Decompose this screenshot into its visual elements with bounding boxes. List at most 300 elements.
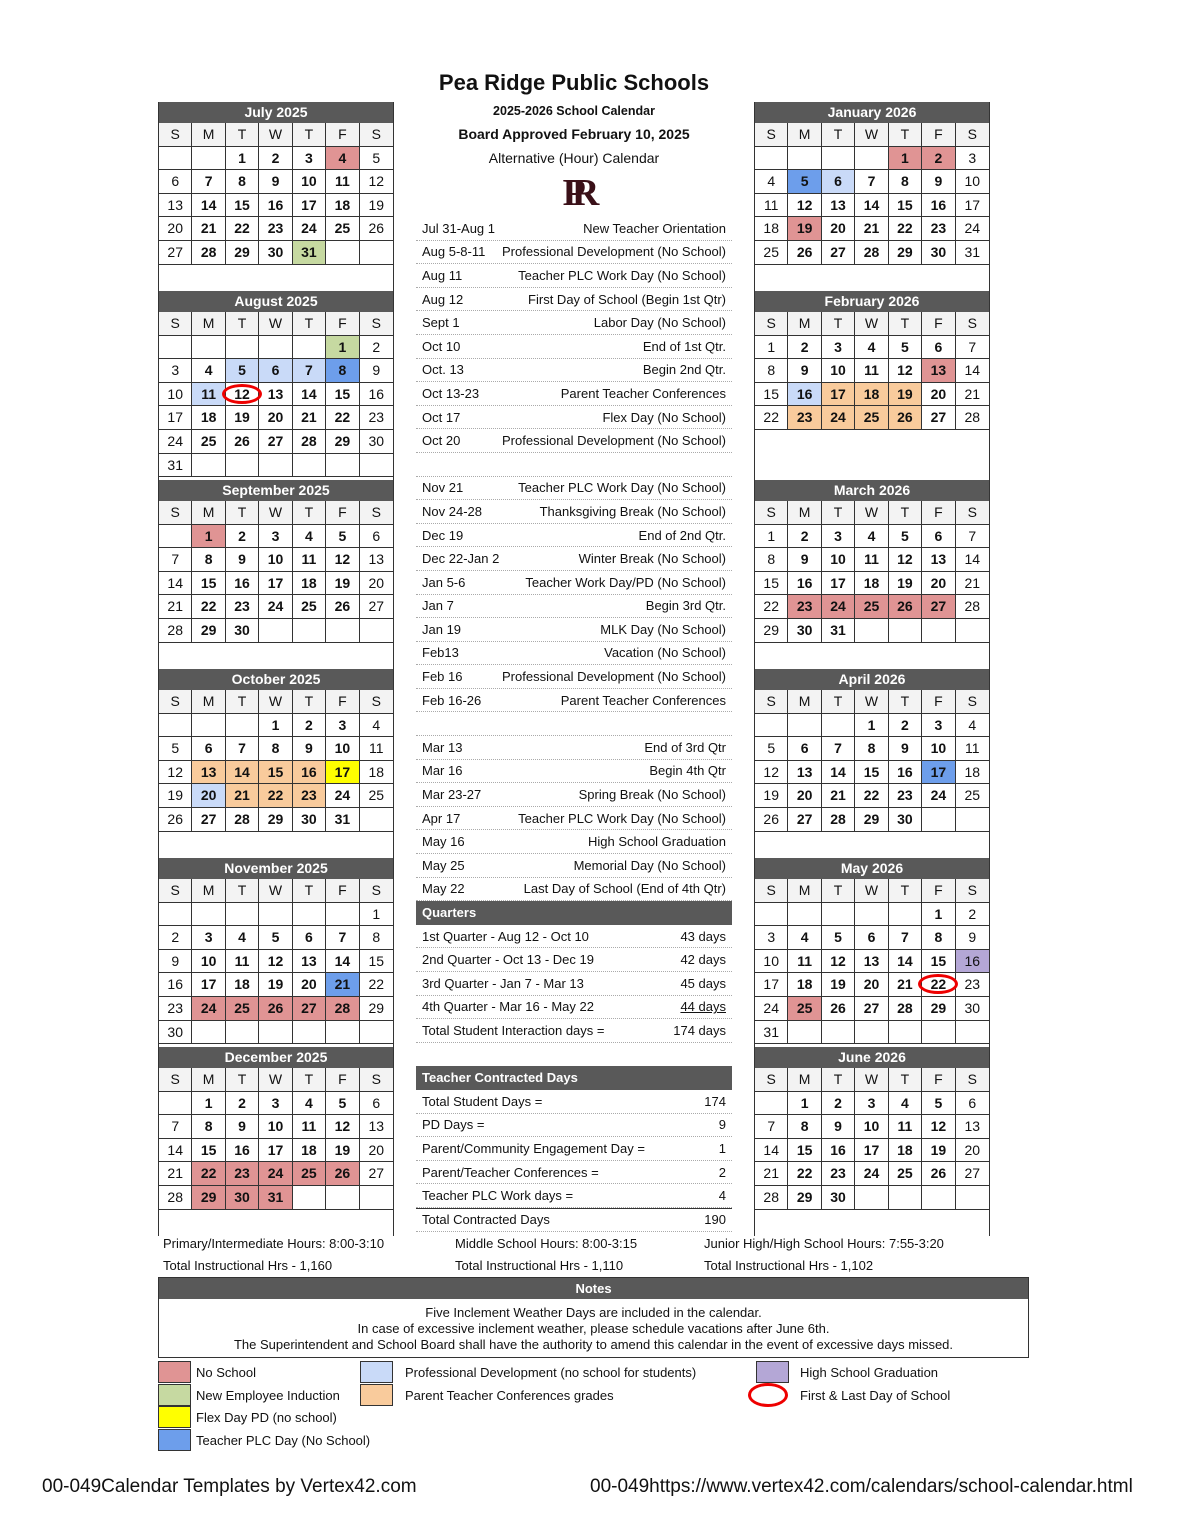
day-cell[interactable]: 15 (192, 1139, 225, 1163)
day-cell[interactable]: 30 (822, 1186, 855, 1210)
day-cell[interactable]: 25 (788, 997, 821, 1021)
day-cell[interactable]: 2 (226, 525, 259, 549)
day-cell[interactable]: 23 (226, 595, 259, 619)
day-cell[interactable]: 17 (192, 973, 225, 997)
day-cell[interactable]: 4 (855, 336, 888, 360)
day-cell[interactable]: 14 (889, 950, 922, 974)
day-cell[interactable]: 21 (159, 1162, 192, 1186)
day-cell[interactable]: 8 (326, 359, 359, 383)
day-cell[interactable]: 14 (159, 1139, 192, 1163)
day-cell[interactable]: 12 (360, 170, 393, 194)
day-cell[interactable]: 22 (922, 973, 955, 997)
day-cell[interactable]: 5 (755, 737, 788, 761)
day-cell[interactable]: 13 (855, 950, 888, 974)
day-cell[interactable]: 9 (226, 1115, 259, 1139)
day-cell[interactable]: 15 (226, 194, 259, 218)
footer-right[interactable]: 00-049https://www.vertex42.com/calendars/school-calendar.html (590, 1476, 1133, 1497)
day-cell[interactable]: 28 (159, 1186, 192, 1210)
day-cell[interactable]: 18 (293, 1139, 326, 1163)
day-cell[interactable]: 21 (755, 1162, 788, 1186)
day-cell[interactable]: 2 (259, 147, 292, 171)
day-cell[interactable]: 3 (293, 147, 326, 171)
day-cell[interactable]: 14 (956, 359, 989, 383)
day-cell[interactable]: 1 (259, 714, 292, 738)
day-cell[interactable]: 26 (326, 595, 359, 619)
day-cell[interactable]: 14 (226, 761, 259, 785)
day-cell[interactable]: 26 (755, 808, 788, 832)
day-cell[interactable]: 10 (822, 548, 855, 572)
day-cell[interactable]: 13 (259, 383, 292, 407)
day-cell[interactable]: 29 (192, 1186, 225, 1210)
day-cell[interactable]: 19 (889, 572, 922, 596)
day-cell[interactable]: 15 (755, 383, 788, 407)
day-cell[interactable]: 11 (788, 950, 821, 974)
day-cell[interactable]: 19 (259, 973, 292, 997)
day-cell[interactable]: 16 (259, 194, 292, 218)
day-cell[interactable]: 8 (889, 170, 922, 194)
day-cell[interactable]: 6 (293, 926, 326, 950)
day-cell[interactable]: 23 (159, 997, 192, 1021)
day-cell[interactable]: 25 (360, 784, 393, 808)
day-cell[interactable]: 16 (922, 194, 955, 218)
day-cell[interactable]: 17 (822, 383, 855, 407)
day-cell[interactable]: 23 (259, 217, 292, 241)
day-cell[interactable]: 11 (889, 1115, 922, 1139)
day-cell[interactable]: 16 (788, 383, 821, 407)
day-cell[interactable]: 3 (159, 359, 192, 383)
day-cell[interactable]: 3 (326, 714, 359, 738)
day-cell[interactable]: 19 (822, 973, 855, 997)
day-cell[interactable]: 18 (889, 1139, 922, 1163)
day-cell[interactable]: 20 (293, 973, 326, 997)
day-cell[interactable]: 4 (360, 714, 393, 738)
day-cell[interactable]: 9 (293, 737, 326, 761)
day-cell[interactable]: 29 (226, 241, 259, 265)
day-cell[interactable]: 6 (922, 336, 955, 360)
day-cell[interactable]: 15 (788, 1139, 821, 1163)
day-cell[interactable]: 15 (192, 572, 225, 596)
day-cell[interactable]: 17 (259, 572, 292, 596)
day-cell[interactable]: 26 (226, 430, 259, 454)
day-cell[interactable]: 5 (922, 1092, 955, 1116)
day-cell[interactable]: 13 (360, 548, 393, 572)
day-cell[interactable]: 13 (922, 359, 955, 383)
day-cell[interactable]: 2 (159, 926, 192, 950)
day-cell[interactable]: 29 (855, 808, 888, 832)
day-cell[interactable]: 24 (922, 784, 955, 808)
day-cell[interactable]: 23 (956, 973, 989, 997)
day-cell[interactable]: 16 (788, 572, 821, 596)
day-cell[interactable]: 4 (226, 926, 259, 950)
day-cell[interactable]: 13 (159, 194, 192, 218)
day-cell[interactable]: 6 (922, 525, 955, 549)
day-cell[interactable]: 2 (889, 714, 922, 738)
day-cell[interactable]: 1 (192, 1092, 225, 1116)
day-cell[interactable]: 5 (326, 525, 359, 549)
day-cell[interactable]: 25 (755, 241, 788, 265)
day-cell[interactable]: 26 (889, 406, 922, 430)
day-cell[interactable]: 23 (889, 784, 922, 808)
day-cell[interactable]: 31 (293, 241, 326, 265)
day-cell[interactable]: 14 (822, 761, 855, 785)
day-cell[interactable]: 29 (192, 619, 225, 643)
day-cell[interactable]: 6 (360, 1092, 393, 1116)
day-cell[interactable]: 28 (755, 1186, 788, 1210)
day-cell[interactable]: 23 (822, 1162, 855, 1186)
day-cell[interactable]: 25 (855, 595, 888, 619)
day-cell[interactable]: 2 (788, 336, 821, 360)
day-cell[interactable]: 31 (956, 241, 989, 265)
day-cell[interactable]: 14 (956, 548, 989, 572)
day-cell[interactable]: 21 (956, 572, 989, 596)
day-cell[interactable]: 10 (293, 170, 326, 194)
day-cell[interactable]: 7 (326, 926, 359, 950)
day-cell[interactable]: 15 (855, 761, 888, 785)
day-cell[interactable]: 11 (326, 170, 359, 194)
day-cell[interactable]: 5 (788, 170, 821, 194)
day-cell[interactable]: 5 (259, 926, 292, 950)
day-cell[interactable]: 24 (855, 1162, 888, 1186)
day-cell[interactable]: 30 (360, 430, 393, 454)
day-cell[interactable]: 26 (922, 1162, 955, 1186)
day-cell[interactable]: 17 (293, 194, 326, 218)
day-cell[interactable]: 13 (922, 548, 955, 572)
day-cell[interactable]: 26 (159, 808, 192, 832)
day-cell[interactable]: 27 (922, 406, 955, 430)
day-cell[interactable]: 3 (855, 1092, 888, 1116)
day-cell[interactable]: 18 (192, 406, 225, 430)
day-cell[interactable]: 4 (788, 926, 821, 950)
day-cell[interactable]: 30 (293, 808, 326, 832)
day-cell[interactable]: 7 (293, 359, 326, 383)
day-cell[interactable]: 20 (259, 406, 292, 430)
day-cell[interactable]: 6 (259, 359, 292, 383)
day-cell[interactable]: 30 (788, 619, 821, 643)
day-cell[interactable]: 31 (755, 1021, 788, 1045)
day-cell[interactable]: 28 (889, 997, 922, 1021)
day-cell[interactable]: 8 (192, 1115, 225, 1139)
day-cell[interactable]: 10 (822, 359, 855, 383)
day-cell[interactable]: 11 (855, 548, 888, 572)
day-cell[interactable]: 5 (889, 525, 922, 549)
day-cell[interactable]: 1 (889, 147, 922, 171)
day-cell[interactable]: 4 (293, 1092, 326, 1116)
day-cell[interactable]: 4 (293, 525, 326, 549)
day-cell[interactable]: 15 (755, 572, 788, 596)
day-cell[interactable]: 12 (755, 761, 788, 785)
day-cell[interactable]: 13 (360, 1115, 393, 1139)
day-cell[interactable]: 25 (326, 217, 359, 241)
day-cell[interactable]: 16 (360, 383, 393, 407)
day-cell[interactable]: 2 (360, 336, 393, 360)
day-cell[interactable]: 9 (788, 359, 821, 383)
day-cell[interactable]: 1 (855, 714, 888, 738)
day-cell[interactable]: 9 (956, 926, 989, 950)
day-cell[interactable]: 27 (360, 1162, 393, 1186)
day-cell[interactable]: 8 (226, 170, 259, 194)
day-cell[interactable]: 31 (259, 1186, 292, 1210)
day-cell[interactable]: 3 (922, 714, 955, 738)
day-cell[interactable]: 10 (855, 1115, 888, 1139)
day-cell[interactable]: 17 (159, 406, 192, 430)
day-cell[interactable]: 8 (755, 359, 788, 383)
day-cell[interactable]: 29 (326, 430, 359, 454)
day-cell[interactable]: 10 (259, 548, 292, 572)
day-cell[interactable]: 3 (822, 336, 855, 360)
day-cell[interactable]: 14 (159, 572, 192, 596)
day-cell[interactable]: 4 (755, 170, 788, 194)
day-cell[interactable]: 24 (822, 406, 855, 430)
day-cell[interactable]: 12 (788, 194, 821, 218)
day-cell[interactable]: 19 (755, 784, 788, 808)
day-cell[interactable]: 18 (788, 973, 821, 997)
day-cell[interactable]: 19 (326, 572, 359, 596)
day-cell[interactable]: 8 (922, 926, 955, 950)
day-cell[interactable]: 23 (788, 595, 821, 619)
day-cell[interactable]: 24 (259, 1162, 292, 1186)
day-cell[interactable]: 7 (889, 926, 922, 950)
day-cell[interactable]: 11 (192, 383, 225, 407)
day-cell[interactable]: 5 (226, 359, 259, 383)
day-cell[interactable]: 30 (956, 997, 989, 1021)
day-cell[interactable]: 11 (293, 1115, 326, 1139)
day-cell[interactable]: 4 (326, 147, 359, 171)
day-cell[interactable]: 10 (159, 383, 192, 407)
day-cell[interactable]: 26 (889, 595, 922, 619)
day-cell[interactable]: 30 (922, 241, 955, 265)
day-cell[interactable]: 29 (360, 997, 393, 1021)
day-cell[interactable]: 30 (226, 1186, 259, 1210)
day-cell[interactable]: 26 (822, 997, 855, 1021)
day-cell[interactable]: 2 (788, 525, 821, 549)
day-cell[interactable]: 19 (922, 1139, 955, 1163)
day-cell[interactable]: 22 (755, 595, 788, 619)
day-cell[interactable]: 10 (259, 1115, 292, 1139)
day-cell[interactable]: 28 (159, 619, 192, 643)
day-cell[interactable]: 6 (788, 737, 821, 761)
day-cell[interactable]: 24 (822, 595, 855, 619)
day-cell[interactable]: 1 (922, 903, 955, 927)
day-cell[interactable]: 3 (192, 926, 225, 950)
day-cell[interactable]: 26 (360, 217, 393, 241)
day-cell[interactable]: 24 (259, 595, 292, 619)
day-cell[interactable]: 12 (226, 383, 259, 407)
day-cell[interactable]: 28 (226, 808, 259, 832)
day-cell[interactable]: 9 (226, 548, 259, 572)
day-cell[interactable]: 26 (326, 1162, 359, 1186)
day-cell[interactable]: 4 (855, 525, 888, 549)
day-cell[interactable]: 19 (326, 1139, 359, 1163)
day-cell[interactable]: 25 (293, 1162, 326, 1186)
day-cell[interactable]: 20 (922, 572, 955, 596)
day-cell[interactable]: 18 (326, 194, 359, 218)
day-cell[interactable]: 16 (889, 761, 922, 785)
day-cell[interactable]: 6 (855, 926, 888, 950)
day-cell[interactable]: 20 (360, 572, 393, 596)
day-cell[interactable]: 17 (956, 194, 989, 218)
day-cell[interactable]: 23 (226, 1162, 259, 1186)
day-cell[interactable]: 27 (922, 595, 955, 619)
day-cell[interactable]: 27 (788, 808, 821, 832)
day-cell[interactable]: 9 (788, 548, 821, 572)
day-cell[interactable]: 22 (226, 217, 259, 241)
day-cell[interactable]: 29 (259, 808, 292, 832)
day-cell[interactable]: 30 (259, 241, 292, 265)
day-cell[interactable]: 2 (226, 1092, 259, 1116)
day-cell[interactable]: 26 (259, 997, 292, 1021)
day-cell[interactable]: 29 (889, 241, 922, 265)
day-cell[interactable]: 18 (360, 761, 393, 785)
day-cell[interactable]: 7 (159, 548, 192, 572)
day-cell[interactable]: 24 (159, 430, 192, 454)
day-cell[interactable]: 2 (922, 147, 955, 171)
day-cell[interactable]: 11 (293, 548, 326, 572)
day-cell[interactable]: 4 (192, 359, 225, 383)
day-cell[interactable]: 8 (192, 548, 225, 572)
day-cell[interactable]: 12 (259, 950, 292, 974)
day-cell[interactable]: 27 (192, 808, 225, 832)
day-cell[interactable]: 25 (855, 406, 888, 430)
day-cell[interactable]: 8 (755, 548, 788, 572)
day-cell[interactable]: 7 (822, 737, 855, 761)
day-cell[interactable]: 16 (226, 572, 259, 596)
day-cell[interactable]: 15 (259, 761, 292, 785)
day-cell[interactable]: 3 (259, 525, 292, 549)
day-cell[interactable]: 16 (159, 973, 192, 997)
day-cell[interactable]: 1 (788, 1092, 821, 1116)
day-cell[interactable]: 22 (326, 406, 359, 430)
day-cell[interactable]: 18 (855, 572, 888, 596)
day-cell[interactable]: 11 (956, 737, 989, 761)
day-cell[interactable]: 27 (956, 1162, 989, 1186)
day-cell[interactable]: 10 (956, 170, 989, 194)
day-cell[interactable]: 16 (293, 761, 326, 785)
day-cell[interactable]: 19 (889, 383, 922, 407)
day-cell[interactable]: 25 (889, 1162, 922, 1186)
day-cell[interactable]: 17 (326, 761, 359, 785)
day-cell[interactable]: 18 (956, 761, 989, 785)
day-cell[interactable]: 22 (855, 784, 888, 808)
day-cell[interactable]: 28 (956, 595, 989, 619)
day-cell[interactable]: 6 (360, 525, 393, 549)
day-cell[interactable]: 9 (259, 170, 292, 194)
day-cell[interactable]: 15 (889, 194, 922, 218)
day-cell[interactable]: 11 (855, 359, 888, 383)
day-cell[interactable]: 10 (326, 737, 359, 761)
day-cell[interactable]: 6 (822, 170, 855, 194)
day-cell[interactable]: 10 (755, 950, 788, 974)
day-cell[interactable]: 28 (293, 430, 326, 454)
day-cell[interactable]: 12 (822, 950, 855, 974)
day-cell[interactable]: 7 (226, 737, 259, 761)
day-cell[interactable]: 1 (755, 525, 788, 549)
day-cell[interactable]: 14 (192, 194, 225, 218)
day-cell[interactable]: 9 (889, 737, 922, 761)
day-cell[interactable]: 7 (192, 170, 225, 194)
day-cell[interactable]: 23 (922, 217, 955, 241)
day-cell[interactable]: 22 (755, 406, 788, 430)
day-cell[interactable]: 7 (755, 1115, 788, 1139)
day-cell[interactable]: 27 (159, 241, 192, 265)
day-cell[interactable]: 24 (192, 997, 225, 1021)
day-cell[interactable]: 27 (259, 430, 292, 454)
day-cell[interactable]: 5 (326, 1092, 359, 1116)
day-cell[interactable]: 4 (956, 714, 989, 738)
day-cell[interactable]: 10 (192, 950, 225, 974)
day-cell[interactable]: 1 (226, 147, 259, 171)
day-cell[interactable]: 1 (326, 336, 359, 360)
day-cell[interactable]: 23 (360, 406, 393, 430)
day-cell[interactable]: 31 (159, 454, 192, 478)
day-cell[interactable]: 29 (922, 997, 955, 1021)
day-cell[interactable]: 14 (326, 950, 359, 974)
day-cell[interactable]: 8 (788, 1115, 821, 1139)
day-cell[interactable]: 24 (755, 997, 788, 1021)
day-cell[interactable]: 13 (192, 761, 225, 785)
day-cell[interactable]: 24 (293, 217, 326, 241)
day-cell[interactable]: 21 (889, 973, 922, 997)
day-cell[interactable]: 21 (293, 406, 326, 430)
day-cell[interactable]: 25 (226, 997, 259, 1021)
day-cell[interactable]: 22 (259, 784, 292, 808)
day-cell[interactable]: 27 (360, 595, 393, 619)
day-cell[interactable]: 12 (922, 1115, 955, 1139)
day-cell[interactable]: 9 (159, 950, 192, 974)
day-cell[interactable]: 22 (788, 1162, 821, 1186)
day-cell[interactable]: 20 (788, 784, 821, 808)
day-cell[interactable]: 19 (788, 217, 821, 241)
day-cell[interactable]: 3 (259, 1092, 292, 1116)
day-cell[interactable]: 8 (855, 737, 888, 761)
day-cell[interactable]: 24 (956, 217, 989, 241)
day-cell[interactable]: 22 (192, 595, 225, 619)
day-cell[interactable]: 11 (226, 950, 259, 974)
day-cell[interactable]: 17 (855, 1139, 888, 1163)
day-cell[interactable]: 7 (159, 1115, 192, 1139)
day-cell[interactable]: 17 (922, 761, 955, 785)
day-cell[interactable]: 22 (360, 973, 393, 997)
day-cell[interactable]: 18 (755, 217, 788, 241)
day-cell[interactable]: 20 (855, 973, 888, 997)
day-cell[interactable]: 12 (326, 1115, 359, 1139)
day-cell[interactable]: 9 (360, 359, 393, 383)
day-cell[interactable]: 30 (159, 1021, 192, 1045)
day-cell[interactable]: 6 (192, 737, 225, 761)
day-cell[interactable]: 17 (822, 572, 855, 596)
day-cell[interactable]: 5 (822, 926, 855, 950)
day-cell[interactable]: 21 (956, 383, 989, 407)
day-cell[interactable]: 3 (822, 525, 855, 549)
day-cell[interactable]: 29 (788, 1186, 821, 1210)
day-cell[interactable]: 4 (889, 1092, 922, 1116)
day-cell[interactable]: 13 (788, 761, 821, 785)
day-cell[interactable]: 19 (226, 406, 259, 430)
day-cell[interactable]: 14 (293, 383, 326, 407)
day-cell[interactable]: 30 (226, 619, 259, 643)
day-cell[interactable]: 2 (956, 903, 989, 927)
day-cell[interactable]: 12 (889, 359, 922, 383)
day-cell[interactable]: 13 (956, 1115, 989, 1139)
day-cell[interactable]: 20 (360, 1139, 393, 1163)
day-cell[interactable]: 15 (922, 950, 955, 974)
day-cell[interactable]: 21 (159, 595, 192, 619)
day-cell[interactable]: 11 (360, 737, 393, 761)
day-cell[interactable]: 1 (360, 903, 393, 927)
day-cell[interactable]: 7 (956, 525, 989, 549)
day-cell[interactable]: 27 (293, 997, 326, 1021)
day-cell[interactable]: 22 (889, 217, 922, 241)
day-cell[interactable]: 20 (956, 1139, 989, 1163)
